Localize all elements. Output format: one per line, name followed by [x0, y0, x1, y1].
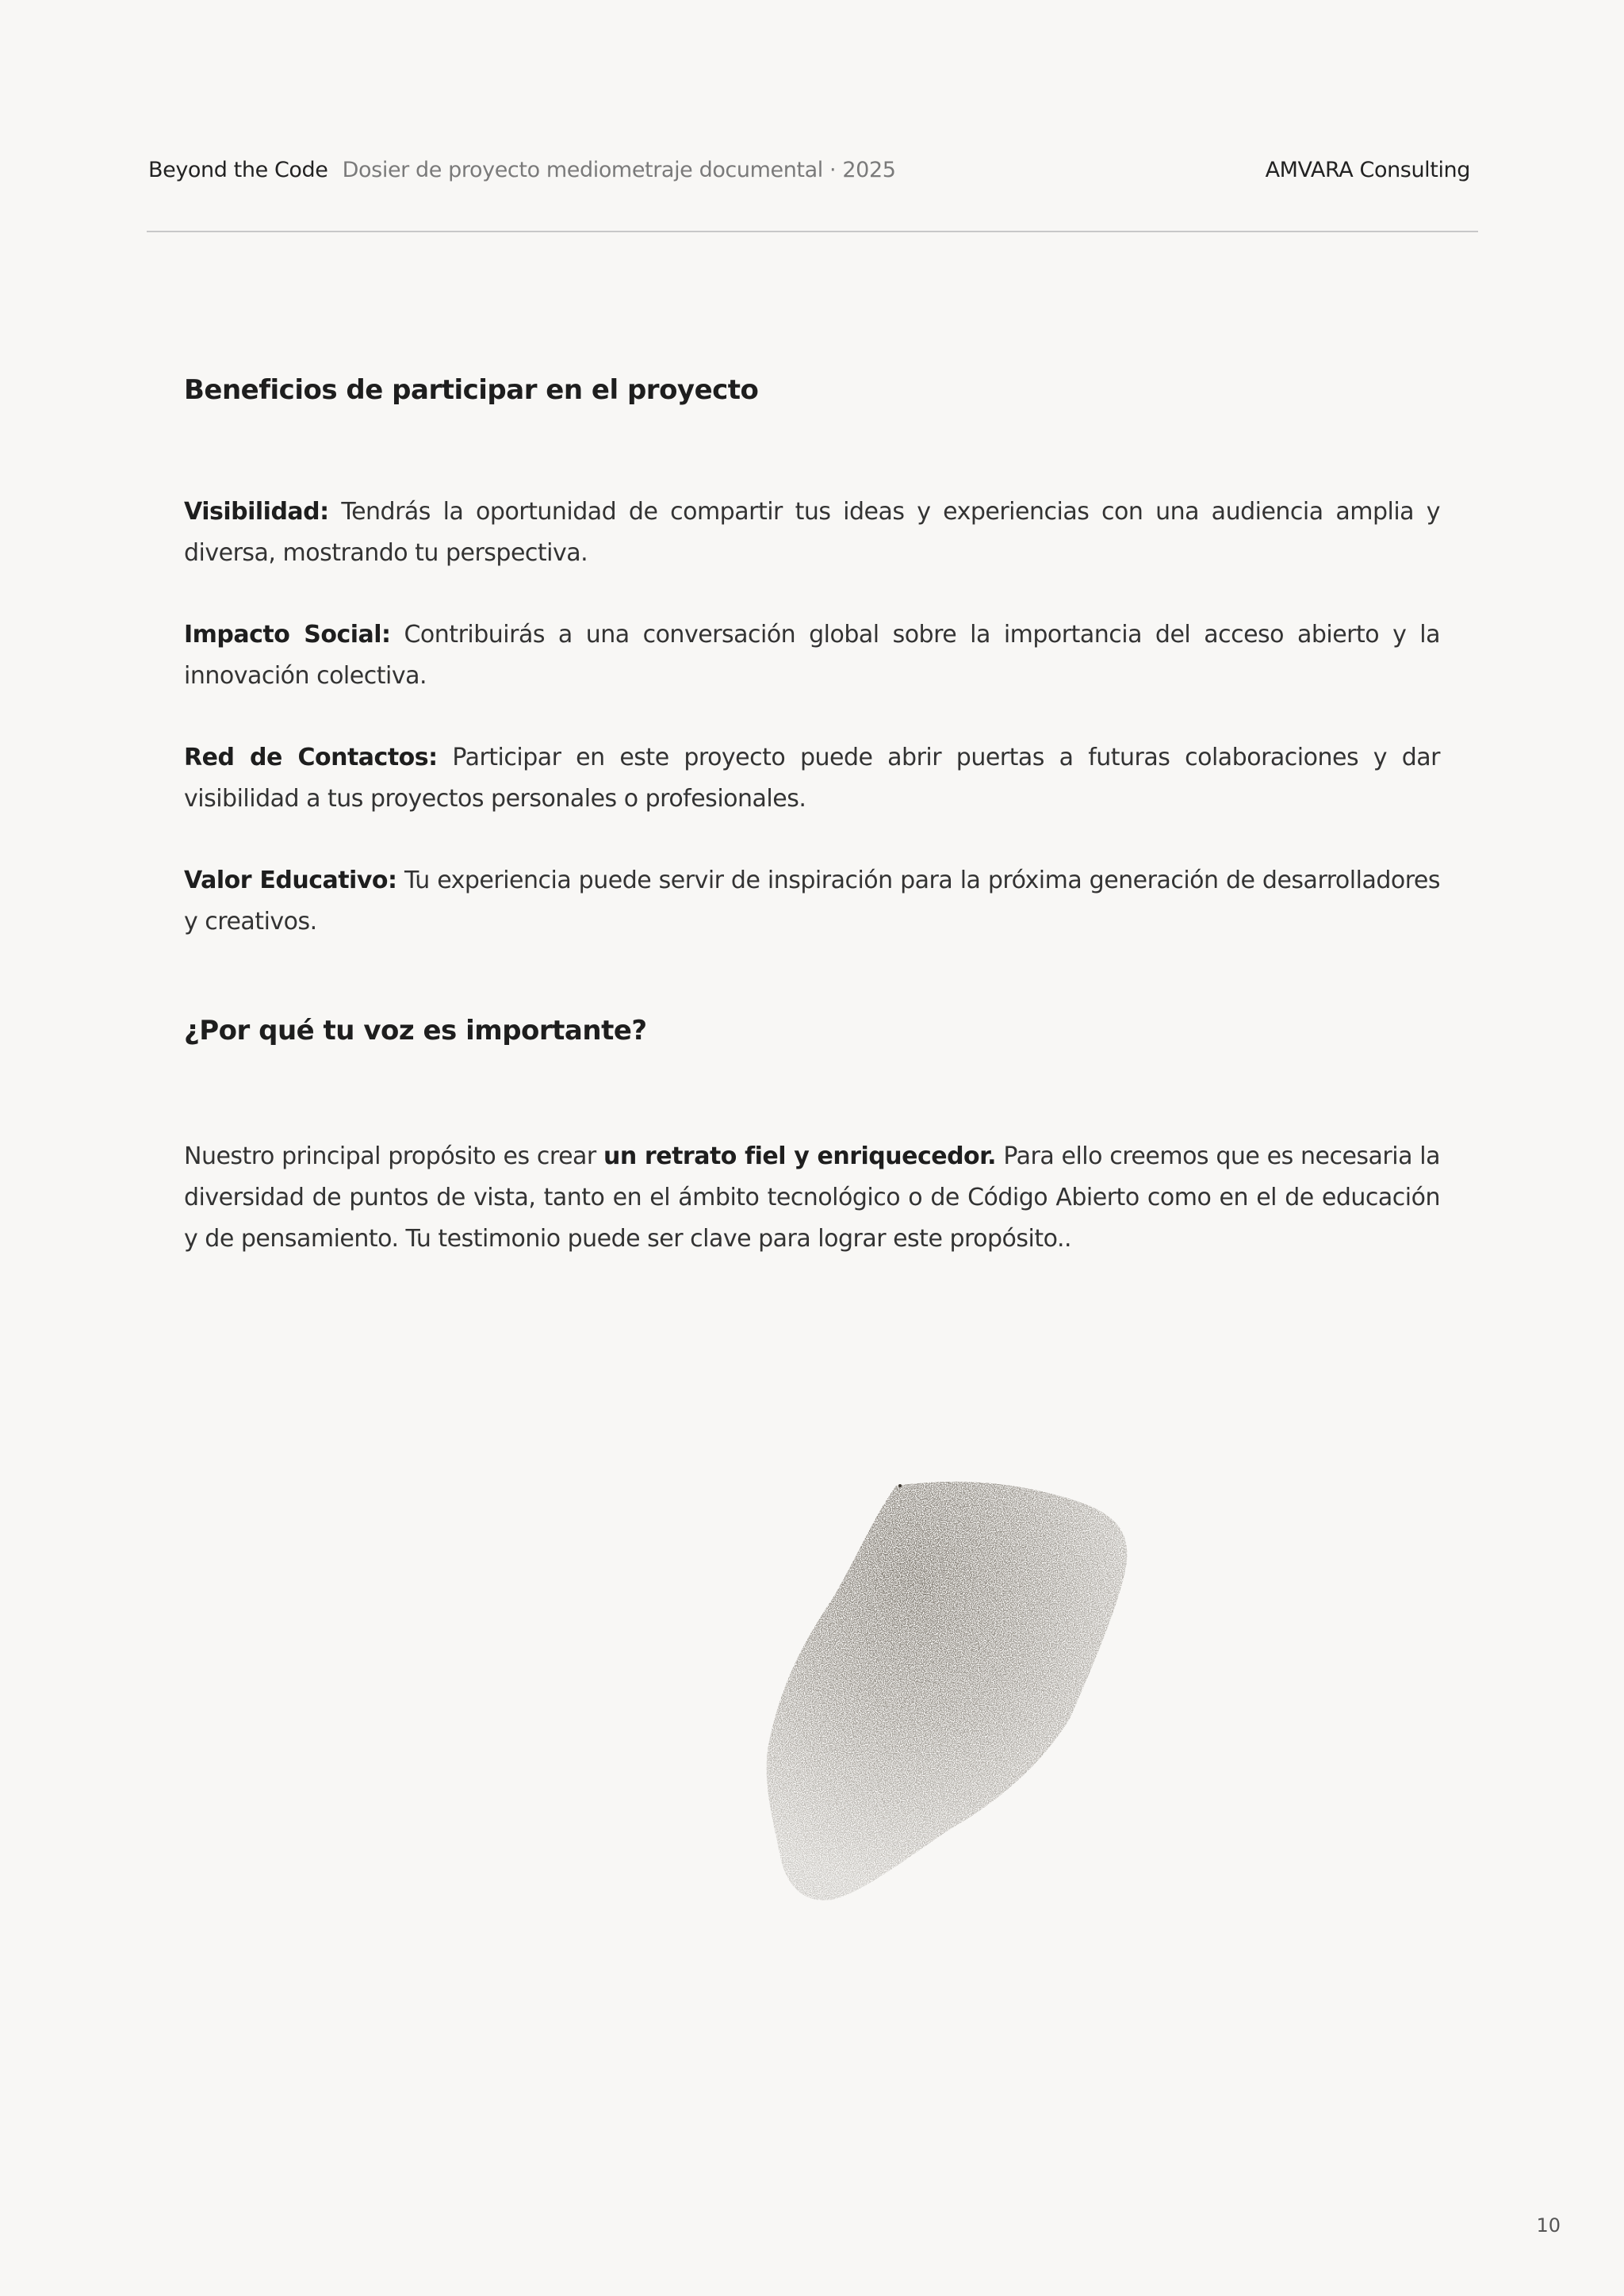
voice-text-start: Nuestro principal propósito es crear [184, 1142, 596, 1170]
header-divider [147, 231, 1478, 232]
benefits-heading: Beneficios de participar en el proyecto [184, 374, 759, 406]
benefit-social-impact [184, 614, 1440, 697]
voice-heading: ¿Por qué tu voz es importante? [184, 1015, 647, 1047]
benefit-visibility [184, 492, 1440, 574]
page-number: 10 [1536, 2214, 1561, 2237]
benefit-text: Contribuirás a una conversación global sobre la importancia del acceso abierto y la innovación colectiva. [184, 621, 1440, 690]
stippled-hand-illustration-icon [745, 1479, 1221, 1923]
project-title: Beyond the Code [148, 158, 328, 182]
benefit-text: Participar en este proyecto puede abrir puertas a futuras colaboraciones y dar visibilidad a tus proyectos personales o profesionales. [184, 744, 1440, 813]
benefit-contacts [184, 737, 1440, 820]
benefit-label: Valor Educativo: [184, 867, 397, 894]
benefit-label: Red de Contactos: [184, 744, 438, 771]
company-name: AMVARA Consulting [1265, 158, 1470, 182]
benefit-text: Tendrás la oportunidad de compartir tus ideas y experiencias con una audiencia amplia y diversa, mostrando tu perspectiva. [184, 498, 1440, 567]
voice-paragraph [184, 1136, 1440, 1260]
benefit-text: Tu experiencia puede servir de inspiración para la próxima generación de desarrolladores y creativos. [184, 867, 1440, 936]
voice-text-emphasis: un retrato fiel y enriquecedor. [603, 1142, 997, 1170]
benefit-label: Visibilidad: [184, 498, 329, 526]
benefit-educational [184, 860, 1440, 943]
benefit-label: Impacto Social: [184, 621, 391, 649]
page-header [148, 152, 1470, 189]
project-subtitle: Dosier de proyecto mediometraje documental · 2025 [342, 158, 896, 182]
voice-text-end: Para ello creemos que es necesaria la diversidad de puntos de vista, tanto en el ámbito tecnológico o de Código Abierto como en el de educación y de pensamiento. Tu testimonio puede ser clave para lograr este propósito.. [184, 1142, 1440, 1253]
